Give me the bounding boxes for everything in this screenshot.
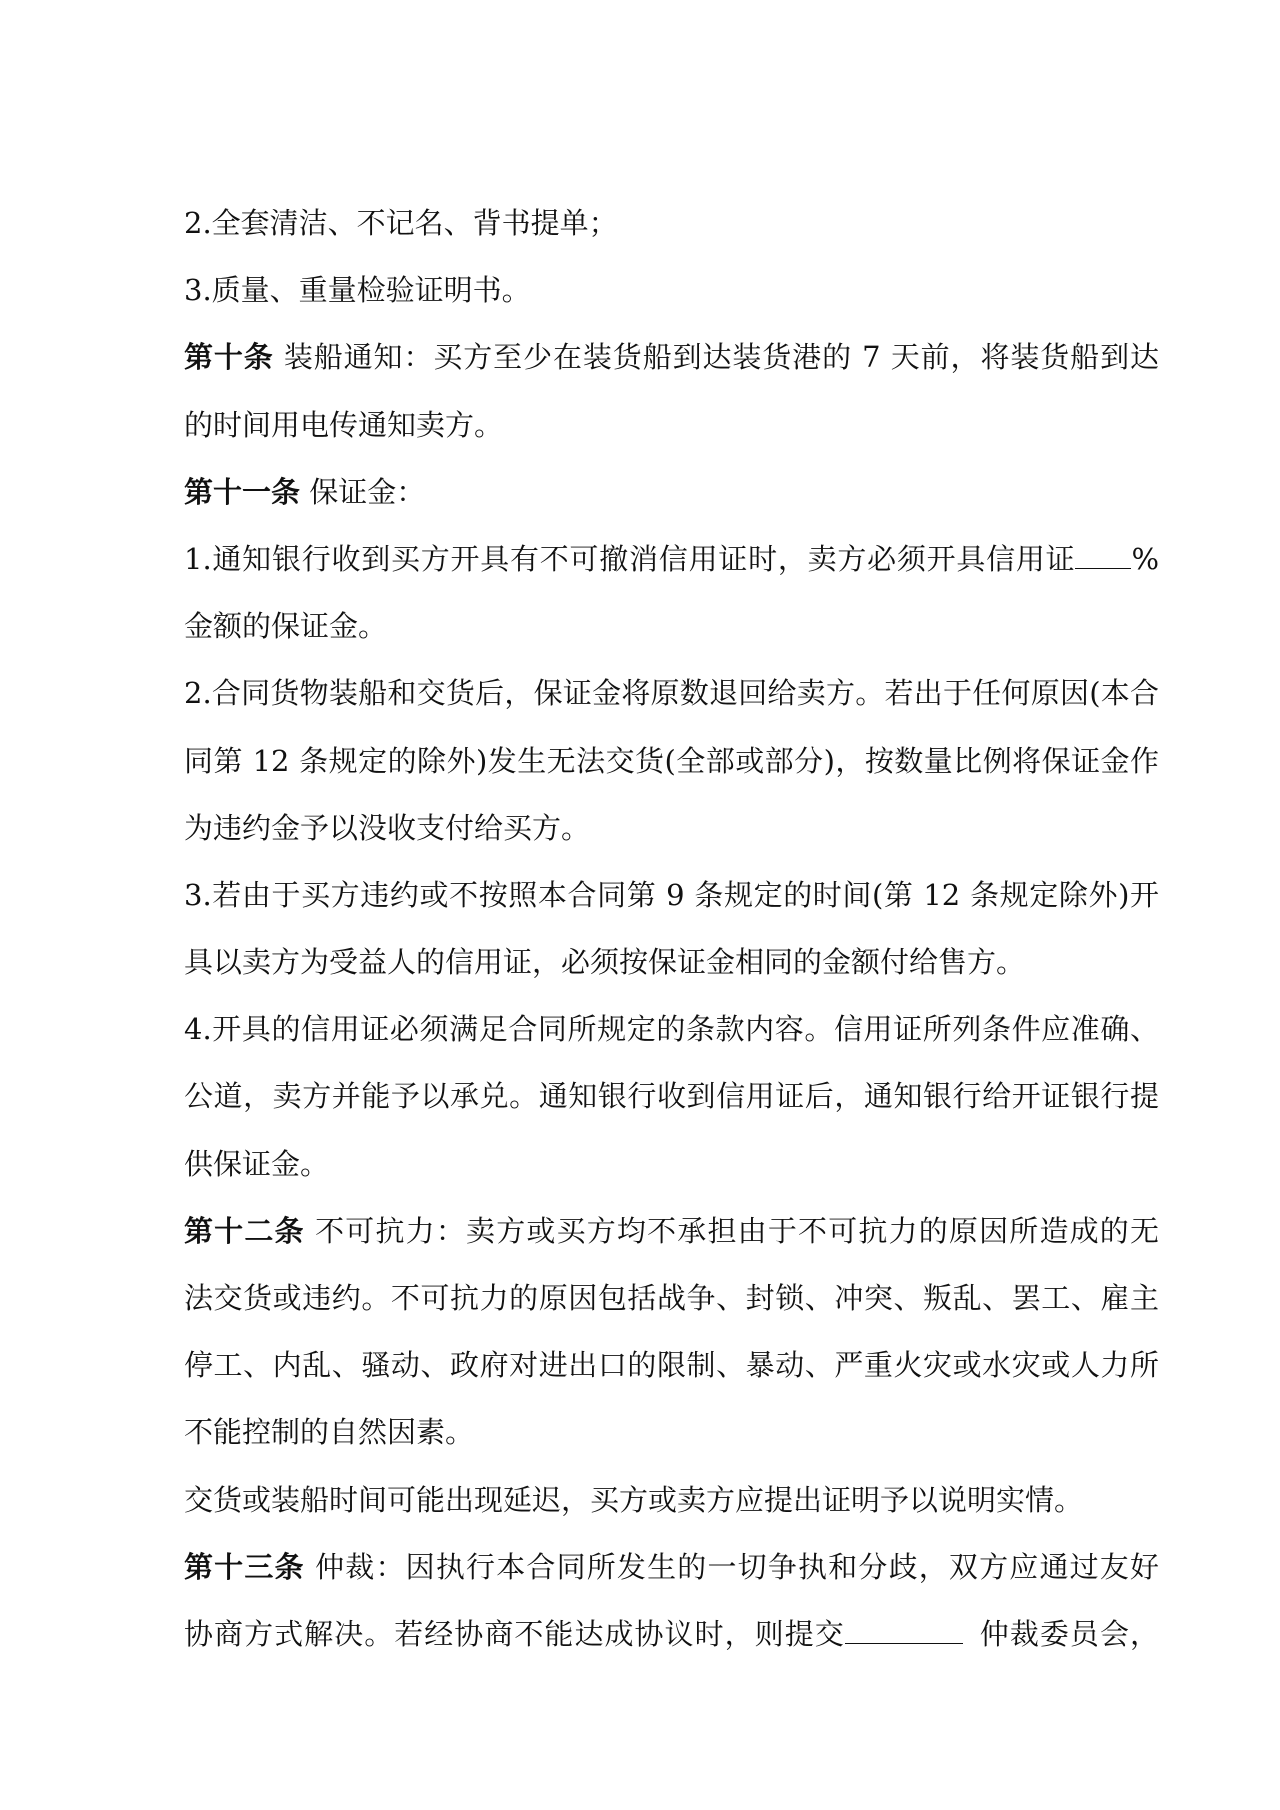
line-text: 不可抗力：卖方或买方均不承担由于不可抗力的原因所造成的无 (304, 1213, 1159, 1248)
line-text: 3.若由于买方违约或不按照本合同第 9 条规定的时间(第 12 条规定除外)开 (184, 877, 1159, 912)
line-text: 1.通知银行收到买方开具有不可撤消信用证时，卖方必须开具信用证 (184, 541, 1076, 576)
clause-11-item-2-line-1 (184, 660, 1159, 727)
clause-11-title (184, 459, 1159, 526)
clause-heading: 第十二条 (184, 1213, 305, 1248)
clause-heading: 第十条 (184, 340, 274, 375)
clause-11-item-1-line-2 (184, 593, 1159, 660)
clause-heading: 第十三条 (184, 1549, 305, 1584)
clause-11-item-4-line-2 (184, 1063, 1159, 1130)
clause-heading: 第十一条 (184, 474, 301, 509)
line-text: 同第 12 条规定的除外)发生无法交货(全部或部分)，按数量比例将保证金作 (184, 743, 1159, 778)
line-text: 2.全套清洁、不记名、背书提单； (184, 206, 618, 240)
clause-11-item-4-line-1 (184, 996, 1159, 1063)
clause-12-line-4 (184, 1399, 1159, 1466)
percentage-blank (1075, 546, 1131, 569)
clause-11-item-2-line-2 (184, 728, 1159, 795)
line-text: 具以卖方为受益人的信用证，必须按保证金相同的金额付给售方。 (184, 945, 1026, 980)
line-text: 交货或装船时间可能出现延迟，买方或卖方应提出证明予以说明实情。 (184, 1482, 1084, 1517)
clause-11-item-3-line-1 (184, 862, 1159, 929)
line-text: 2.合同货物装船和交货后，保证金将原数退回给卖方。若出于任何原因(本合 (184, 676, 1159, 711)
line-text: 不能控制的自然因素。 (184, 1415, 475, 1450)
line-text: 金额的保证金。 (184, 609, 388, 644)
clause-13-line-1 (184, 1534, 1159, 1601)
line-text: 法交货或违约。不可抗力的原因包括战争、封锁、冲突、叛乱、罢工、雇主 (184, 1281, 1159, 1315)
clause-12-line-1 (184, 1198, 1159, 1265)
clause-10-line-1 (184, 324, 1159, 391)
clause-9-item-2 (184, 190, 1159, 257)
line-text: 协商方式解决。若经协商不能达成协议时，则提交 (184, 1616, 845, 1651)
clause-11-item-1-line-1 (184, 526, 1159, 593)
percent-sign: % (1131, 541, 1159, 576)
clause-11-item-3-line-2 (184, 929, 1159, 996)
clause-10-line-2 (184, 392, 1159, 459)
clause-12-line-3 (184, 1332, 1159, 1399)
arbitration-body-blank (845, 1621, 963, 1644)
clause-12-line-2 (184, 1265, 1159, 1332)
line-text: 供保证金。 (184, 1146, 330, 1181)
line-text: 3.质量、重量检验证明书。 (184, 273, 531, 308)
line-text: 的时间用电传通知卖方。 (184, 407, 504, 442)
line-text: 仲裁：因执行本合同所发生的一切争执和分歧，双方应通过友好 (304, 1549, 1159, 1584)
line-text: 公道，卖方并能予以承兑。通知银行收到信用证后，通知银行给开证银行提 (184, 1079, 1159, 1114)
line-text: 停工、内乱、骚动、政府对进出口的限制、暴动、严重火灾或水灾或人力所 (184, 1348, 1159, 1383)
clause-11-item-4-line-3 (184, 1131, 1159, 1198)
line-tail: 仲裁委员会， (978, 1616, 1159, 1651)
clause-9-item-3 (184, 257, 1159, 324)
contract-text (184, 190, 1159, 1668)
line-text: 4.开具的信用证必须满足合同所规定的条款内容。信用证所列条件应准确、 (184, 1012, 1159, 1047)
clause-12-delay-note (184, 1467, 1159, 1534)
line-text: 装船通知：买方至少在装货船到达装货港的 7 天前，将装货船到达 (273, 340, 1159, 375)
clause-11-item-2-line-3 (184, 795, 1159, 862)
line-text: 保证金： (300, 474, 426, 509)
line-text: 为违约金予以没收支付给买方。 (184, 810, 591, 845)
clause-13-line-2 (184, 1601, 1159, 1668)
